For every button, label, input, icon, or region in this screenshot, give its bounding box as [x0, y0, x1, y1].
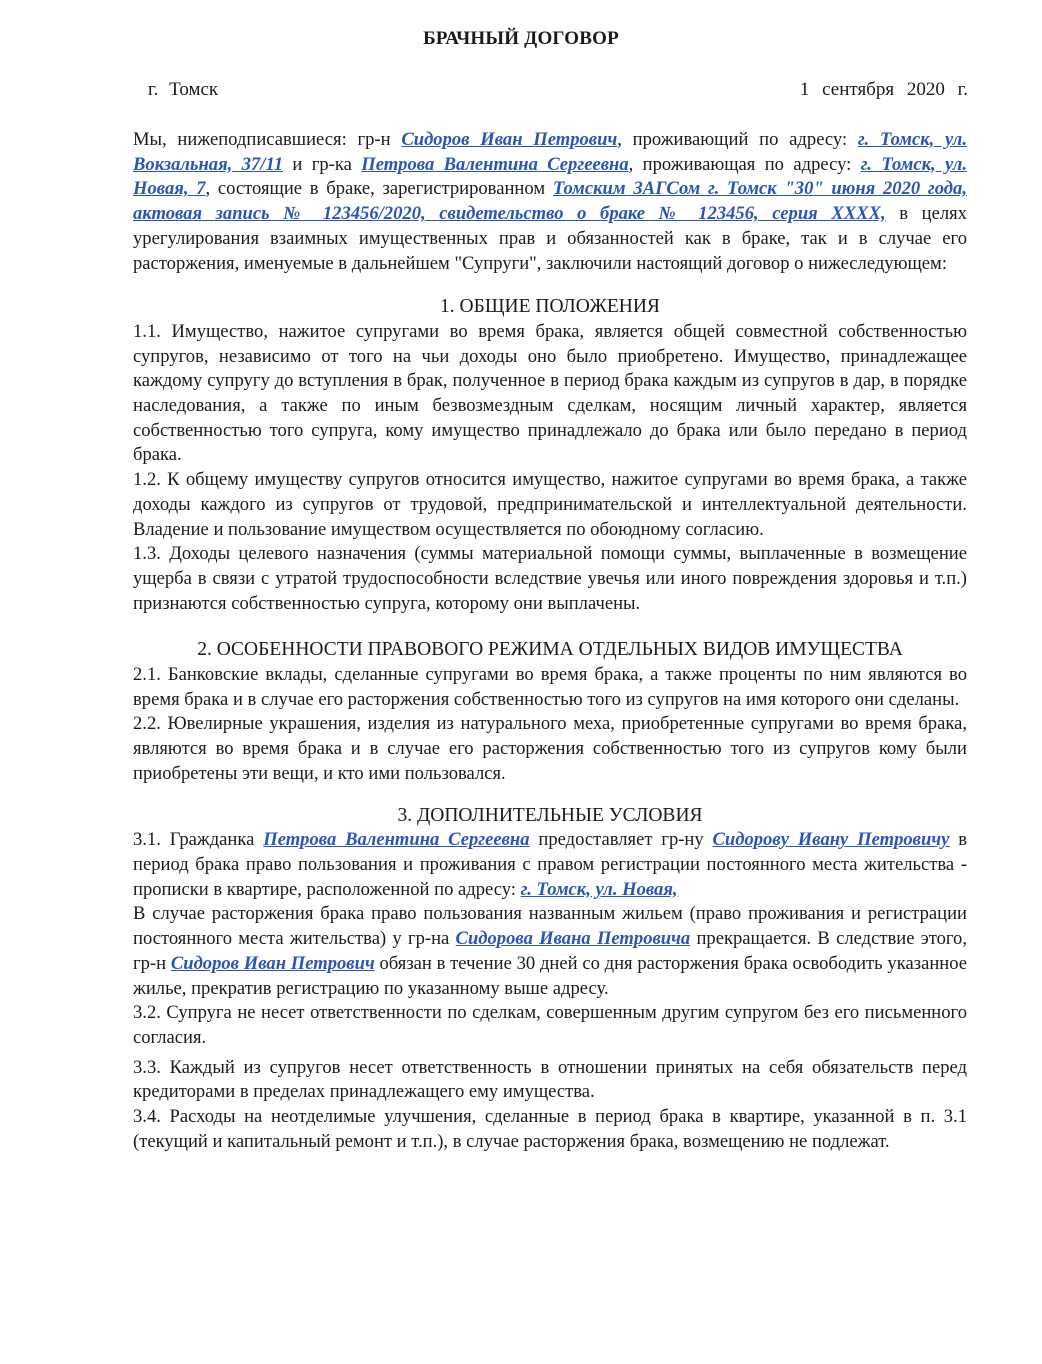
clause-1-1: 1.1. Имущество, нажитое супругами во время брака, является общей совместной собственностью супругов, независимо от того на чьи доходы оно было приобретено. Имущество, принадлежащее каждому супругу до вступления в брак, полученное в период брака каждым из супругов в дар, в порядке наследования, а также по иным безвозмездным сделкам, носящим личный характер, является собственностью того супруга, кому имущество принадлежало до брака или было передано в период брака. [133, 320, 967, 466]
document-title: БРАЧНЫЙ ДОГОВОР [423, 28, 619, 49]
husband-name-link[interactable]: Сидоров Иван Петрович [401, 129, 618, 150]
contract-city: г. Томск [148, 79, 219, 100]
clause-3-4: 3.4. Расходы на неотделимые улучшения, сделанные в период брака в квартире, указанной в п. 3.1 (текущий и капитальный ремонт и т.п.), в случае расторжения брака, возмещению не подлежат. [133, 1106, 967, 1152]
husband-genitive-link[interactable]: Сидорова Ивана Петровича [455, 928, 691, 950]
husband-name-link-2[interactable]: Сидоров Иван Петрович [170, 952, 375, 974]
clause-2-1: 2.1. Банковские вклады, сделанные супругами во время брака, а также проценты по ним являются во время брака и в случае его расторжения собственностью того из супругов на имя которого они сделаны. [133, 664, 967, 710]
section-3-heading: 3. ДОПОЛНИТЕЛЬНЫЕ УСЛОВИЯ [397, 804, 703, 826]
clause-3-1: 3.1. Гражданка Петрова Валентина Сергеевна предоставляет гр-ну Сидорову Ивану Петровичу в период брака право пользования и проживания с правом регистрации постоянного места жительства - прописки в квартире, расположенной по адресу: г. Томск, ул. Новая, [133, 829, 967, 900]
section-2-heading: 2. ОСОБЕННОСТИ ПРАВОВОГО РЕЖИМА ОТДЕЛЬНЫХ ВИДОВ ИМУЩЕСТВА [197, 639, 903, 661]
husband-address-link[interactable]: г. Томск, ул. Вокзальная, 37/11 [133, 129, 967, 175]
registration-link[interactable]: Томским ЗАГСом г. Томск "30" июня 2020 года, актовая запись № 123456/2020, свидетельство о браке № 123456, серия XXXX, [133, 178, 967, 225]
contract-date: 1 сентября 2020 г. [799, 79, 968, 100]
clause-2-2: 2.2. Ювелирные украшения, изделия из натурального меха, приобретенные супругами во время брака, являются во время брака и в случае его расторжения собственностью того из супругов кому были приобретены эти вещи, и кто ими пользовался. [133, 713, 967, 784]
document-body [133, 128, 967, 1154]
section-1-heading: 1. ОБЩИЕ ПОЛОЖЕНИЯ [440, 296, 660, 318]
wife-address-link[interactable]: г. Томск, ул. Новая, 7 [133, 153, 967, 200]
apartment-address-link[interactable]: г. Томск, ул. Новая, [520, 878, 678, 900]
intro-paragraph: Мы, нижеподписавшиеся: гр-н Сидоров Иван Петрович, проживающий по адресу: г. Томск, ул. Вокзальная, 37/11 и гр-ка Петрова Валентина Сергеевна, проживающая по адресу: г. Томск, ул. Новая, 7, состоящие в браке, зарегистрированном Томским ЗАГСом г. Томск "30" июня 2020 года, актовая запись № 123456/2020, свидетельство о браке № 123456, серия XXXX, в целях урегулирования взаимных имущественных прав и обязанностей как в браке, так и в случае его расторжения, именуемые в дальнейшем "Супруги", заключили настоящий договор о нижеследующем: [133, 129, 967, 274]
clause-1-2: 1.2. К общему имуществу супругов относится имущество, нажитое супругами во время брака, а также доходы каждого из супругов от трудовой, предпринимательской и интеллектуальной деятельности. Владение и пользование имуществом осуществляется по обоюдному согласию. [133, 469, 967, 540]
clause-3-1-continued: В случае расторжения брака право пользования названным жильем (право проживания и регистрации постоянного места жительства) у гр-на Сидорова Ивана Петровича прекращается. В следствие этого, гр-н Сидоров Иван Петрович обязан в течение 30 дней со дня расторжения брака освободить указанное жилье, прекратив регистрацию по указанному выше адресу. [133, 903, 967, 999]
wife-name-link[interactable]: Петрова Валентина Сергеевна [361, 153, 629, 175]
husband-dative-link[interactable]: Сидорову Ивану Петровичу [712, 829, 950, 851]
wife-name-link-2[interactable]: Петрова Валентина Сергеевна [263, 829, 530, 851]
clause-3-2: 3.2. Супруга не несет ответственности по сделкам, совершенным другим супругом без его письменного согласия. [133, 1002, 967, 1048]
clause-1-3: 1.3. Доходы целевого назначения (суммы материальной помощи суммы, выплаченные в возмещение ущерба в связи с утратой трудоспособности вследствие увечья или иного повреждения здоровья и т.п.) признаются собственностью супруга, которому они выплачены. [133, 543, 967, 614]
clause-3-3: 3.3. Каждый из супругов несет ответственность в отношении принятых на себя обязательств перед кредиторами в пределах принадлежащего ему имущества. [133, 1056, 967, 1103]
